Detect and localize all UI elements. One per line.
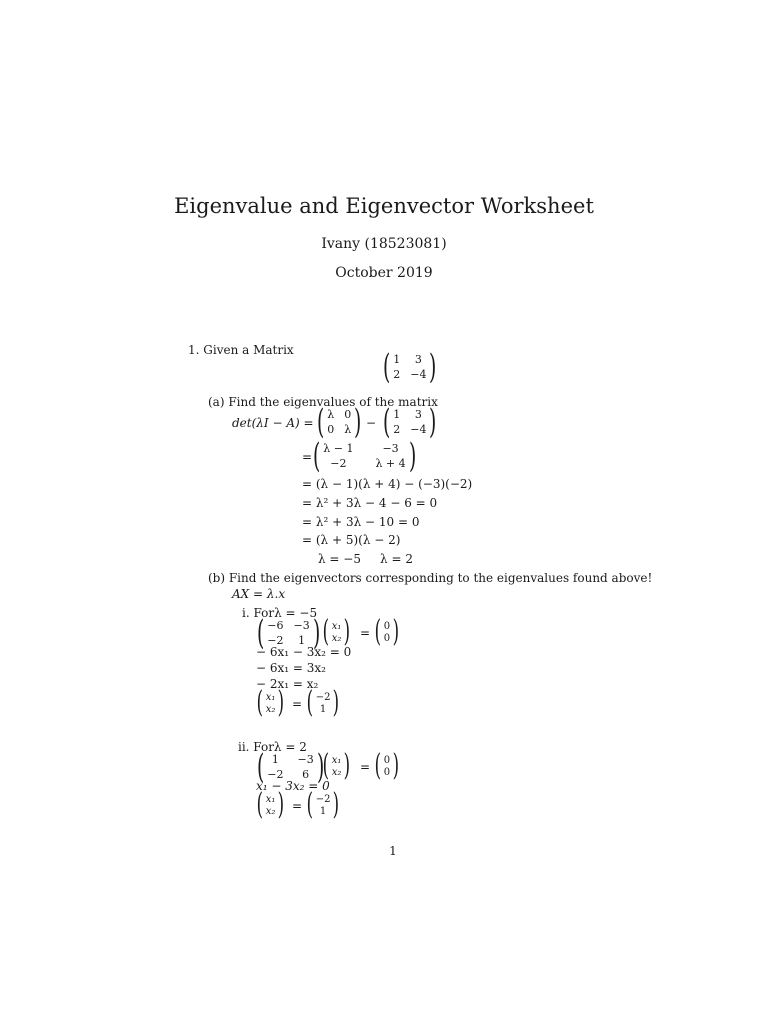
right-paren: ) — [408, 436, 416, 476]
vector-cell: x₂ — [331, 766, 342, 778]
page-number: 1 — [389, 844, 397, 858]
vector-cell: x₁ — [265, 691, 276, 703]
left-paren: ( — [382, 347, 391, 387]
matrix-cell: −6 — [267, 619, 284, 632]
vector-cell: 0 — [383, 632, 391, 644]
matrix-cell: λ − 1 — [323, 442, 354, 455]
matrix-cell: 2 — [393, 423, 401, 436]
matrix-cell: −2 — [267, 768, 284, 781]
case-2-x-vector — [320, 748, 353, 783]
matrix-cell: 2 — [393, 368, 401, 381]
case-1-step: − 6x₁ = 3x₂ — [256, 661, 326, 675]
right-paren: ) — [278, 787, 285, 822]
matrix-cell: 6 — [302, 768, 310, 781]
matrix-cell: −3 — [382, 442, 399, 455]
right-paren: ) — [429, 347, 437, 387]
matrix-cell: −3 — [293, 619, 310, 632]
right-paren: ) — [333, 787, 340, 822]
given-matrix — [380, 347, 440, 387]
matrix-cell: −4 — [410, 368, 427, 381]
right-paren: ) — [312, 613, 320, 653]
case-1-x-vector — [320, 614, 353, 649]
author: Ivany (18523081) — [321, 236, 447, 252]
right-paren: ) — [392, 614, 400, 649]
minus-sign: − — [366, 416, 377, 430]
vector-cell: x₁ — [331, 754, 342, 766]
vector-cell: x₁ — [265, 793, 276, 805]
left-paren: ( — [306, 787, 314, 822]
case-2-step: x₁ − 3x₂ = 0 — [256, 779, 330, 793]
left-paren: ( — [256, 747, 265, 787]
right-paren: ) — [429, 402, 437, 442]
equals-sign: = — [360, 626, 371, 640]
vector-cell: x₂ — [265, 703, 276, 715]
derivation-line: = (λ + 5)(λ − 2) — [302, 533, 401, 547]
matrix-cell: 0 — [327, 423, 335, 436]
matrix-cell: 1 — [298, 634, 306, 647]
characteristic-matrix — [310, 436, 419, 476]
date: October 2019 — [335, 265, 433, 281]
eigen-equation: AX = λ.x — [232, 587, 286, 601]
right-paren: ) — [344, 614, 351, 649]
equals-sign: = — [302, 450, 313, 464]
case-2-zero-vector — [372, 748, 402, 783]
case-1-label: i. Forλ = −5 — [242, 606, 318, 620]
vector-cell: x₂ — [265, 805, 276, 817]
right-paren: ) — [278, 685, 285, 720]
equals-sign: = — [360, 760, 371, 774]
right-paren: ) — [333, 685, 340, 720]
matrix-cell: −4 — [410, 423, 427, 436]
right-paren: ) — [392, 748, 400, 783]
case-1-x-vector-result — [254, 685, 287, 720]
case-2-eigenvector — [304, 787, 342, 822]
vector-cell: 0 — [383, 754, 391, 766]
vector-cell: 0 — [383, 766, 391, 778]
case-2-x-vector-result — [254, 787, 287, 822]
matrix-cell: 3 — [414, 353, 422, 366]
left-paren: ( — [382, 402, 391, 442]
matrix-cell: λ + 4 — [375, 457, 406, 470]
vector-cell: 1 — [319, 805, 327, 817]
matrix-cell: λ — [327, 408, 335, 421]
case-2-label: ii. Forλ = 2 — [238, 740, 307, 754]
matrix-cell: 0 — [344, 408, 352, 421]
left-paren: ( — [256, 787, 264, 822]
det-expression: det(λI − A) = — [232, 416, 314, 430]
case-1-eigenvector — [304, 685, 342, 720]
right-paren: ) — [316, 747, 324, 787]
part-b-label: (b) Find the eigenvectors corresponding to the eigenvalues found above! — [208, 571, 653, 585]
lambda-identity-matrix — [314, 402, 365, 442]
matrix-cell: 1 — [393, 353, 401, 366]
derivation-line: = λ² + 3λ − 4 − 6 = 0 — [302, 496, 438, 510]
vector-cell: −2 — [315, 691, 331, 703]
right-paren: ) — [354, 402, 362, 442]
equals-sign: = — [292, 697, 303, 711]
part-a-label: (a) Find the eigenvalues of the matrix — [208, 395, 438, 409]
left-paren: ( — [256, 685, 264, 720]
page-title: Eigenvalue and Eigenvector Worksheet — [174, 194, 594, 218]
derivation-line: = λ² + 3λ − 10 = 0 — [302, 515, 420, 529]
equals-sign: = — [292, 799, 303, 813]
matrix-cell: 3 — [414, 408, 422, 421]
vector-cell: 0 — [383, 620, 391, 632]
vector-cell: −2 — [315, 793, 331, 805]
left-paren: ( — [322, 748, 330, 783]
left-paren: ( — [312, 436, 321, 476]
matrix-cell: 1 — [393, 408, 401, 421]
eigenvalues-result: λ = −5 λ = 2 — [318, 552, 413, 566]
matrix-cell: −2 — [330, 457, 347, 470]
matrix-cell: −3 — [297, 753, 314, 766]
left-paren: ( — [316, 402, 325, 442]
case-1-step: − 2x₁ = x₂ — [256, 677, 319, 691]
case-1-zero-vector — [372, 614, 402, 649]
matrix-cell: 1 — [271, 753, 279, 766]
left-paren: ( — [322, 614, 330, 649]
left-paren: ( — [306, 685, 314, 720]
question-1-label: 1. Given a Matrix — [188, 343, 294, 357]
left-paren: ( — [256, 613, 265, 653]
case-1-step: − 6x₁ − 3x₂ = 0 — [256, 645, 352, 659]
vector-cell: x₁ — [331, 620, 342, 632]
vector-cell: 1 — [319, 703, 327, 715]
right-paren: ) — [344, 748, 351, 783]
left-paren: ( — [374, 614, 382, 649]
left-paren: ( — [374, 748, 382, 783]
vector-cell: x₂ — [331, 632, 342, 644]
matrix-a — [380, 402, 440, 442]
derivation-line: = (λ − 1)(λ + 4) − (−3)(−2) — [302, 477, 473, 491]
matrix-cell: −2 — [267, 634, 284, 647]
matrix-cell: λ — [344, 423, 352, 436]
